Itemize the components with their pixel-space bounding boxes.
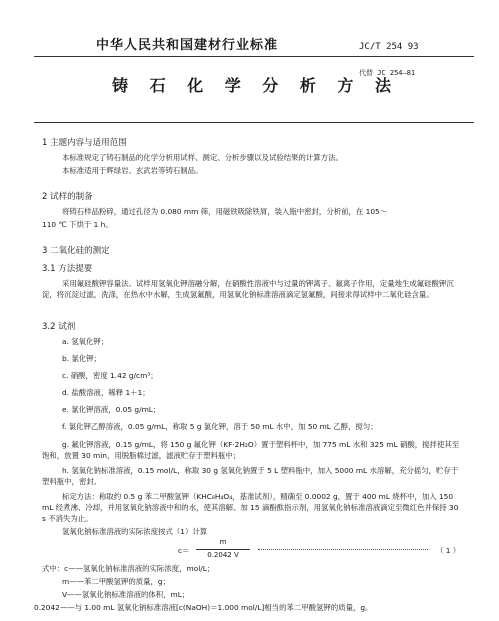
- section-3-heading: 3 二氧化硅的测定: [42, 246, 110, 256]
- section-1-text: 本标准适用于辉绿岩、玄武岩等铸石制品。: [62, 166, 203, 175]
- formula-lhs: c＝: [178, 546, 190, 555]
- formula-legend: V——氢氧化钠标准溶液的体积，mL；: [62, 590, 190, 599]
- section-3-1-heading: 3.1 方法提要: [42, 264, 93, 274]
- reagent-item: h. 氢氧化钠标准溶液，0.15 mol/L，称取 30 g 氢氧化钠置于 5 L 塑料瓶中，加入 5000 mL 水溶解，充分摇匀，贮存于塑料瓶中，密封。: [42, 466, 459, 486]
- document-title: 铸 石 化 学 分 析 方 法: [112, 76, 399, 95]
- formula-legend: 0.2042——与 1.00 mL 氢氧化钠标准溶液[c(NaOH)＝1.000 mol/L]相当的苯二甲酸氢钾的质量，g。: [34, 603, 373, 612]
- standard-number: JC/T 254 93: [359, 42, 419, 52]
- reagent-item: g. 氟化钾溶液，0.15 g/mL，将 150 g 氟化钾（KF·2H₂O）置于塑料杯中，加 775 mL 水和 325 mL 硝酸，搅拌使其至饱和，放置 30 min，用脱脂棉过滤，滤液贮存于塑料瓶中；: [42, 440, 460, 460]
- reagent-item: a. 氢氧化钾；: [62, 337, 109, 346]
- formula-denominator: 0.2042 V: [207, 551, 239, 559]
- title-rule: [34, 122, 474, 123]
- reagent-item: b. 氯化钾；: [62, 354, 101, 363]
- reagent-item: e. 氯化钾溶液，0.05 g/mL；: [62, 405, 161, 414]
- formula-number: （ 1 ）: [436, 546, 461, 555]
- reagent-item: d. 盐酸溶液，稀释 1＋1；: [62, 388, 150, 397]
- issuing-body: 中华人民共和国建材行业标准: [96, 38, 279, 53]
- section-2-text: 将铸石样品粉碎，通过孔径为 0.080 mm 筛，用磁铁吸除铁屑，装入瓶中密封，分析前，在 105～: [62, 207, 388, 216]
- method-summary: 采用氟硅酸钾容量法。试样用氢氧化钾溶融分解，在硝酸性溶液中与过量的钾离子、氟离子作用，定量地生成氟硅酸钾沉淀，将沉淀过滤，洗涤，在热水中水解，生成氢氟酸，用氢氧化钠标准溶液滴定氢氟酸，间接求得试样中二氧化硅含量。: [42, 279, 454, 299]
- formula-legend: 式中：c——氢氧化钠标准溶液的实际浓度，mol/L；: [42, 564, 215, 573]
- section-1-heading: 1 主题内容与适用范围: [42, 138, 127, 148]
- section-3-2-heading: 3.2 试剂: [42, 322, 76, 332]
- section-1-text: 本标准规定了铸石制品的化学分析用试样、测定、分析步骤以及试验结果的计算方法。: [62, 153, 343, 162]
- formula-numerator: m: [219, 538, 227, 546]
- section-2-heading: 2 试样的制备: [42, 192, 93, 202]
- formula-legend: m——苯二甲酸氢钾的质量，g；: [62, 577, 170, 586]
- formula-fraction-bar: [196, 549, 250, 550]
- calibration-text: 标定方法：称取约 0.5 g 苯二甲酸氢钾（KHC₈H₄O₄，基准试剂），精确至 0.0002 g，置于 400 mL 烧杯中，加入 150 mL 经煮沸、冷却，并用氢氧化钠溶液中和的水，使其溶解。加 15 滴酚酞指示剂，用氢氧化钠标准溶液滴定至微红色并保持 30 s 不消失为止。: [42, 492, 459, 523]
- reagent-item: c. 硝酸，密度 1.42 g/cm³；: [62, 371, 158, 380]
- calibration-text: 氢氧化钠标准溶液的实际浓度按式（1）计算: [62, 527, 208, 536]
- replaced-standard: 代替 JC 254—81: [359, 69, 416, 77]
- section-2-text: 110 ℃ 下烘干 1 h。: [42, 220, 113, 229]
- reagent-item: f. 氯化钾乙醇溶液，0.05 g/mL，称取 5 g 氯化钾，溶于 50 mL 水中，加 50 mL 乙醇，搅匀；: [62, 422, 378, 431]
- formula-dots: [258, 549, 428, 550]
- header-rule: [34, 56, 474, 57]
